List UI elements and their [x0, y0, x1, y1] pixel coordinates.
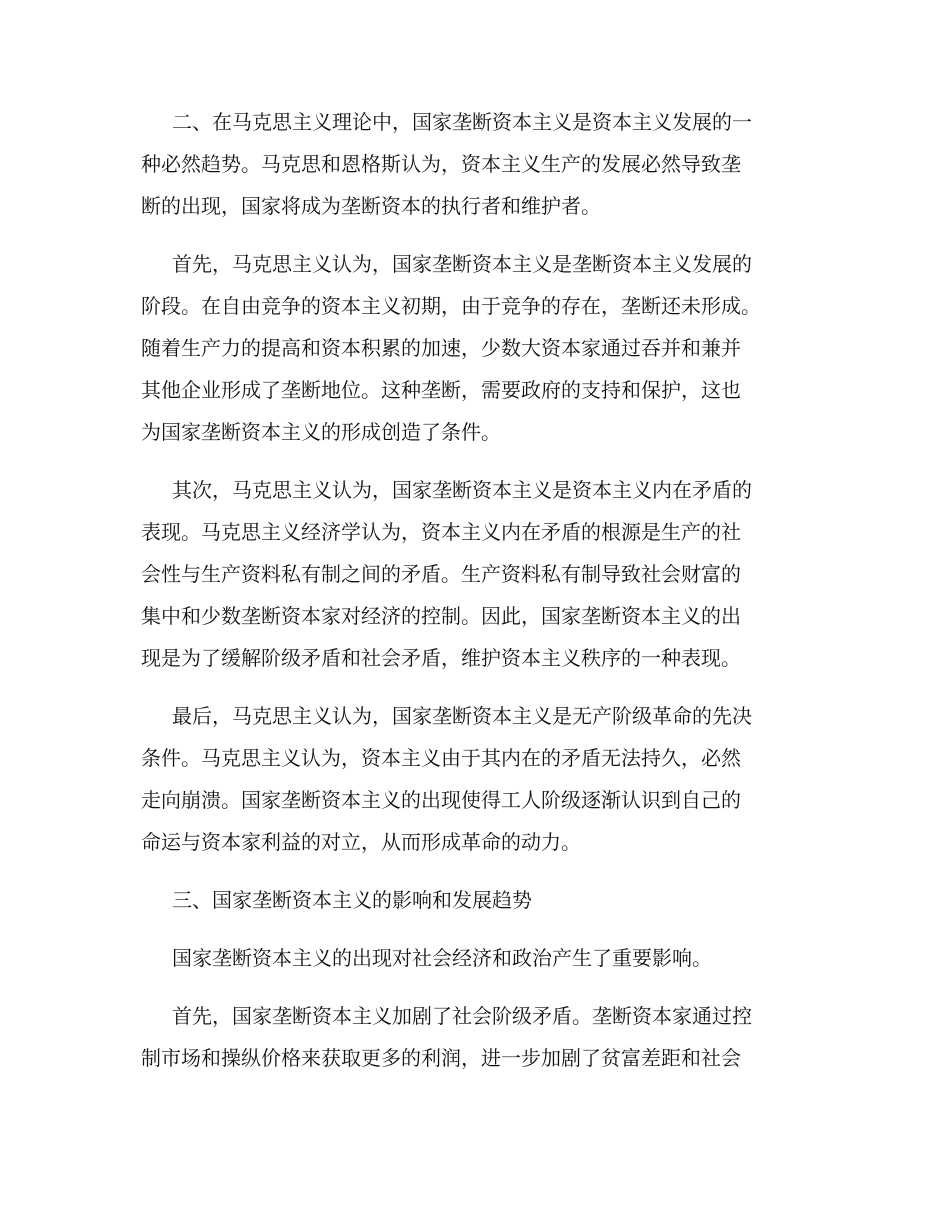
paragraph-line: 集中和少数垄断资本家对经济的控制。因此，国家垄断资本主义的出: [141, 604, 741, 628]
paragraph-line: 首先，马克思主义认为，国家垄断资本主义是垄断资本主义发展的: [172, 252, 752, 276]
paragraph-line: 二、在马克思主义理论中，国家垄断资本主义是资本主义发展的一: [172, 110, 752, 134]
paragraph-line: 阶段。在自由竞争的资本主义初期，由于竞争的存在，垄断还未形成。: [141, 294, 761, 318]
paragraph-line: 种必然趋势。马克思和恩格斯认为，资本主义生产的发展必然导致垄: [141, 152, 741, 176]
paragraph-line: 首先，国家垄断资本主义加剧了社会阶级矛盾。垄断资本家通过控: [172, 1004, 752, 1028]
paragraph-line: 表现。马克思主义经济学认为，资本主义内在矛盾的根源是生产的社: [141, 520, 741, 544]
paragraph-line: 其他企业形成了垄断地位。这种垄断，需要政府的支持和保护，这也: [141, 378, 741, 402]
paragraph-line: 随着生产力的提高和资本积累的加速，少数大资本家通过吞并和兼并: [141, 336, 741, 360]
paragraph-line: 命运与资本家利益的对立，从而形成革命的动力。: [141, 830, 581, 854]
paragraph-line: 最后，马克思主义认为，国家垄断资本主义是无产阶级革命的先决: [172, 704, 752, 728]
paragraph-line: 现是为了缓解阶级矛盾和社会矛盾，维护资本主义秩序的一种表现。: [141, 646, 741, 670]
paragraph-line: 其次，马克思主义认为，国家垄断资本主义是资本主义内在矛盾的: [172, 478, 752, 502]
paragraph-line: 走向崩溃。国家垄断资本主义的出现使得工人阶级逐渐认识到自己的: [141, 788, 741, 812]
paragraph-line: 国家垄断资本主义的出现对社会经济和政治产生了重要影响。: [172, 946, 712, 970]
paragraph-line: 条件。马克思主义认为，资本主义由于其内在的矛盾无法持久，必然: [141, 746, 741, 770]
paragraph-line: 会性与生产资料私有制之间的矛盾。生产资料私有制导致社会财富的: [141, 562, 741, 586]
paragraph-line: 三、国家垄断资本主义的影响和发展趋势: [172, 888, 532, 912]
paragraph-line: 为国家垄断资本主义的形成创造了条件。: [141, 420, 501, 444]
paragraph-line: 制市场和操纵价格来获取更多的利润，进一步加剧了贫富差距和社会: [141, 1046, 741, 1070]
paragraph-line: 断的出现，国家将成为垄断资本的执行者和维护者。: [141, 194, 601, 218]
